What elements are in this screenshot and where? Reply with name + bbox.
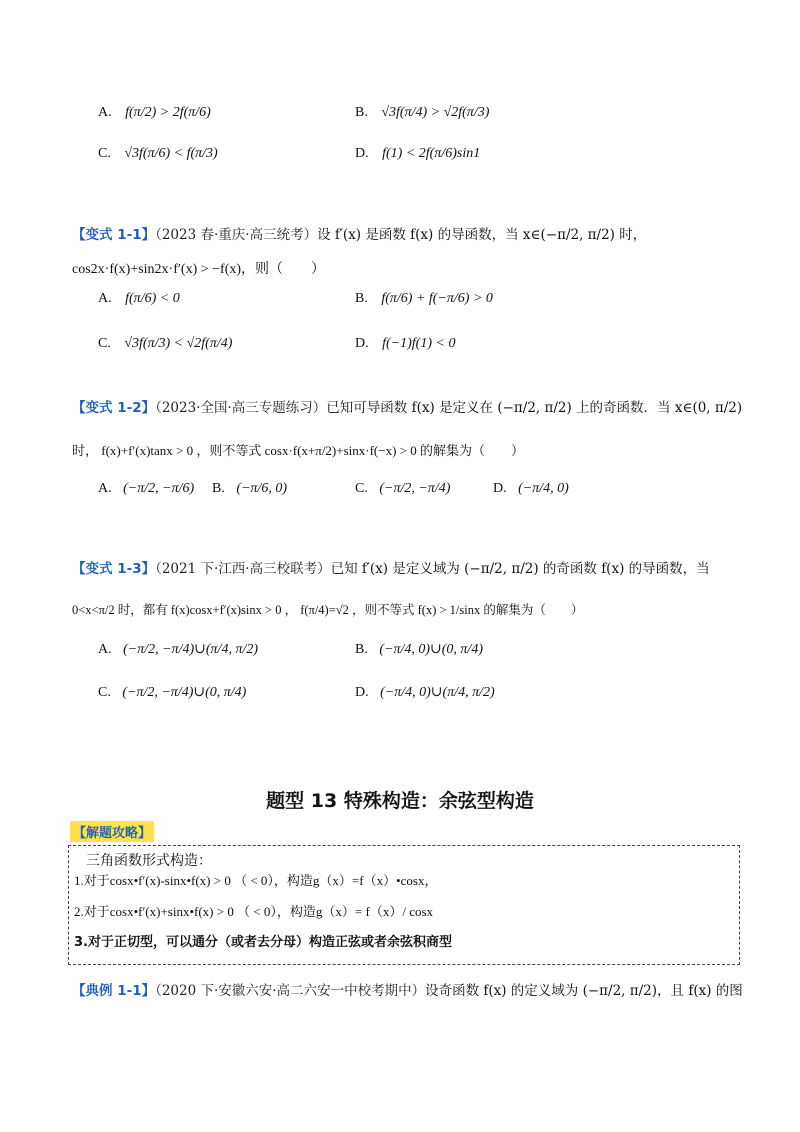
option-label: B.: [355, 291, 368, 306]
q12-option-b: [212, 481, 287, 497]
option-label: B.: [355, 642, 368, 657]
q13-option-a: [98, 641, 258, 658]
q13-option-d: [355, 684, 495, 701]
option-text: (−π/2, −π/4)∪(π/4, π/2): [123, 642, 259, 657]
question-tag: 【变式 1-1】: [72, 227, 156, 243]
box-heading: 三角函数形式构造：: [86, 853, 212, 869]
q11-option-c: [98, 336, 232, 352]
question-source: （2023 春·重庆·高三统考）: [155, 227, 318, 243]
option-label: A.: [98, 642, 112, 657]
example-tag: 【典例 1-1】: [72, 983, 156, 999]
box-line-2: 2.对于cosx•f′(x)+sinx•f(x) > 0 （ < 0），构造g（x）= f（x）/ cosx: [74, 904, 434, 919]
example-stem: [72, 979, 743, 999]
box-line-3: 3.对于正切型，可以通分（或者去分母）构造正弦或者余弦积商型: [74, 935, 452, 950]
strategy-label: 【解题攻略】: [70, 821, 154, 842]
option-text: (−π/2, −π/4): [379, 481, 451, 496]
question-stem: 设 f′(x) 是函数 f(x) 的导函数，当 x∈(−π/2, π/2) 时，: [317, 227, 647, 243]
q12-option-d: [493, 481, 569, 497]
section-title: 题型 13 特殊构造：余弦型构造: [266, 790, 534, 812]
question-tag: 【变式 1-2】: [72, 400, 156, 416]
question-stem: 已知可导函数 f(x) 是定义在 (−π/2, π/2) 上的奇函数．当 x∈(0, π/2): [326, 400, 743, 416]
option-text: f(π/6) + f(−π/6) > 0: [381, 291, 493, 306]
option-label: A.: [98, 291, 112, 306]
option-label: B.: [355, 105, 368, 120]
option-label: C.: [98, 685, 111, 700]
option-label: A.: [98, 105, 112, 120]
option-text: (−π/2, −π/4)∪(0, π/4): [122, 685, 247, 700]
option-text: (−π/4, 0): [518, 481, 569, 496]
q11-option-b: [355, 291, 493, 307]
question-stem: 已知 f′(x) 是定义域为 (−π/2, π/2) 的奇函数 f(x) 的导函数，当: [330, 561, 710, 577]
box-line-1: 1.对于cosx•f′(x)-sinx•f(x) > 0 （ < 0），构造g（x）=f（x）•cosx，: [74, 873, 438, 888]
option-label: A.: [98, 481, 112, 496]
option-text: f(−1)f(1) < 0: [382, 336, 456, 351]
option-text: f(π/2) > 2f(π/6): [125, 105, 211, 120]
q13-stem-line2: 0<x<π/2 时，都有 f(x)cosx+f′(x)sinx > 0 ， f(π/4)=√2 ，则不等式 f(x) > 1/sinx 的解集为（ ）: [72, 603, 584, 617]
q13-option-b: [355, 641, 483, 658]
option-text: (−π/6, 0): [236, 481, 288, 496]
option-label: C.: [355, 481, 368, 496]
option-text: f(π/6) < 0: [125, 291, 180, 306]
example-source: （2020 下·安徽六安·高二六安一中校考期中）: [155, 983, 426, 999]
q12-option-c: [355, 481, 450, 497]
q12-option-a: [98, 481, 194, 497]
option-label: D.: [355, 146, 369, 161]
option-label: D.: [355, 336, 369, 351]
q0-option-b: [355, 105, 489, 121]
q11-option-d: [355, 336, 455, 352]
q13-option-c: [98, 684, 246, 701]
option-label: D.: [493, 481, 507, 496]
example-stem-text: 设奇函数 f(x) 的定义域为 (−π/2, π/2)，且 f(x) 的图: [425, 983, 743, 999]
option-label: D.: [355, 685, 369, 700]
q11-stem-line2: cos2x·f(x)+sin2x·f′(x) > −f(x)，则（ ）: [72, 262, 326, 277]
question-source: （2023·全国·高三专题练习）: [155, 400, 327, 416]
q0-option-d: [355, 146, 480, 162]
option-text: f(1) < 2f(π/6)sin1: [382, 146, 481, 161]
q0-option-a: [98, 105, 211, 121]
q12-stem-line1: [72, 396, 742, 416]
option-text: (−π/4, 0)∪(0, π/4): [379, 642, 483, 657]
q11-stem-line1: [72, 223, 646, 243]
q0-option-c: [98, 146, 218, 162]
option-text: (−π/2, −π/6): [123, 481, 195, 496]
option-text: √3f(π/3) < √2f(π/4): [124, 336, 233, 351]
option-text: √3f(π/6) < f(π/3): [124, 146, 218, 161]
question-source: （2021 下·江西·高三校联考）: [155, 561, 331, 577]
option-label: C.: [98, 336, 111, 351]
option-text: √3f(π/4) > √2f(π/3): [381, 105, 490, 120]
option-label: B.: [212, 481, 225, 496]
option-text: (−π/4, 0)∪(π/4, π/2): [380, 685, 495, 700]
q12-stem-line2: 时， f(x)+f′(x)tanx > 0 ，则不等式 cosx·f(x+π/2)+sinx·f(−x) > 0 的解集为（ ）: [72, 443, 524, 458]
question-tag: 【变式 1-3】: [72, 561, 156, 577]
option-label: C.: [98, 146, 111, 161]
q13-stem-line1: [72, 557, 710, 577]
q11-option-a: [98, 291, 180, 307]
